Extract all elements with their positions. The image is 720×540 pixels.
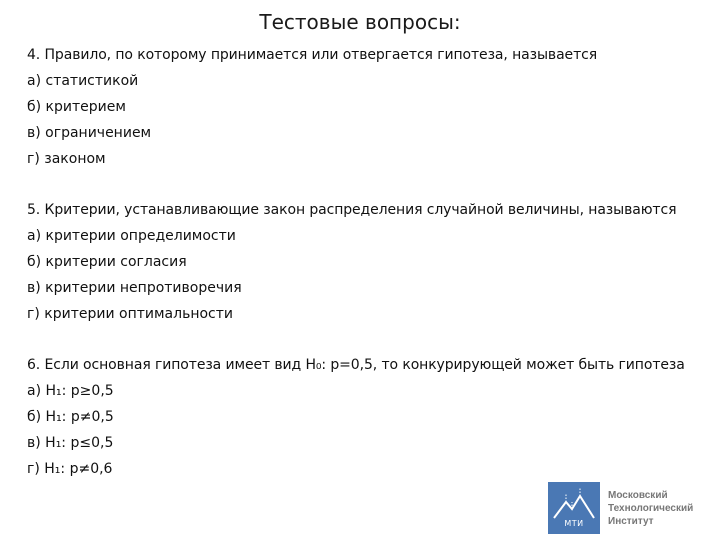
logo-name-line: Московский bbox=[608, 490, 668, 501]
question-6 bbox=[27, 352, 717, 482]
question-text: 6. Если основная гипотеза имеет вид H₀: p=0,5, то конкурирующей может быть гипотеза bbox=[27, 357, 685, 373]
answer-option-a: а) критерии определимости bbox=[27, 228, 236, 244]
questions-list bbox=[27, 42, 717, 507]
logo-name-line: Технологический bbox=[608, 503, 694, 514]
answer-option-c: в) H₁: p≤0,5 bbox=[27, 435, 114, 451]
answer-option-d: г) критерии оптимальности bbox=[27, 306, 233, 322]
answer-option-c: в) критерии непротиворечия bbox=[27, 280, 242, 296]
answer-option-c: в) ограничением bbox=[27, 125, 152, 141]
answer-option-a: а) H₁: p≥0,5 bbox=[27, 383, 114, 399]
answer-option-d: г) законом bbox=[27, 151, 106, 167]
logo-abbreviation: МТИ bbox=[564, 519, 584, 528]
logo-name-line: Институт bbox=[608, 516, 654, 527]
question-4 bbox=[27, 42, 717, 172]
answer-option-b: б) критерии согласия bbox=[27, 254, 187, 270]
question-text: 4. Правило, по которому принимается или отвергается гипотеза, называется bbox=[27, 47, 598, 63]
answer-option-d: г) H₁: p≠0,6 bbox=[27, 461, 113, 477]
answer-option-b: б) H₁: p≠0,5 bbox=[27, 409, 114, 425]
question-text: 5. Критерии, устанавливающие закон распределения случайной величины, называются bbox=[27, 202, 677, 218]
question-5 bbox=[27, 197, 717, 327]
institute-logo bbox=[548, 482, 720, 534]
logo-institute-name bbox=[608, 489, 718, 528]
answer-option-b: б) критерием bbox=[27, 99, 126, 115]
answer-option-a: а) статистикой bbox=[27, 73, 139, 89]
logo-mark bbox=[548, 482, 600, 534]
page-title: Тестовые вопросы: bbox=[259, 10, 461, 34]
